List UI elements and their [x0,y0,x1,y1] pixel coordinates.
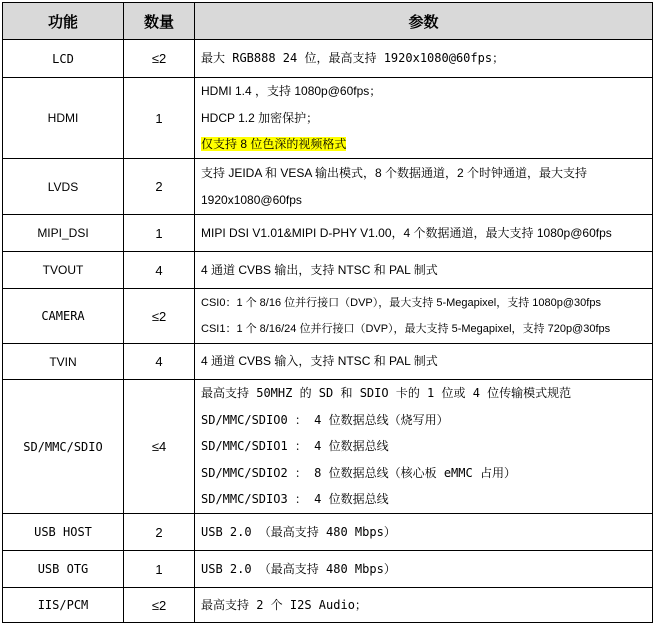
function-cell: TVIN [3,344,124,380]
function-cell: CAMERA [3,289,124,344]
table-row [3,551,653,588]
header-parameters: 参数 [195,3,653,40]
params-cell [195,215,653,252]
params-cell [195,159,653,215]
header-row [3,3,653,40]
params-cell [195,551,653,588]
params-cell [195,344,653,380]
quantity-cell: ≤2 [124,289,195,344]
table-row [3,380,653,514]
interface-spec-table [2,2,653,623]
param-line: 4 通道 CVBS 输出，支持 NTSC 和 PAL 制式 [201,262,438,277]
quantity-cell: ≤4 [124,380,195,514]
table-row [3,289,653,344]
params-cell [195,514,653,551]
param-line: 最大 RGB888 24 位，最高支持 1920x1080@60fps； [201,51,505,66]
param-line: 最高支持 50MHZ 的 SD 和 SDIO 卡的 1 位或 4 位传输模式规范 [201,386,572,401]
table-row [3,252,653,289]
param-line: CSI1：1 个 8/16/24 位并行接口（DVP），最大支持 5-Megapixel，支持 720p@30fps [201,323,611,335]
quantity-cell: 4 [124,344,195,380]
function-cell: LVDS [3,159,124,215]
function-cell: TVOUT [3,252,124,289]
function-cell: SD/MMC/SDIO [3,380,124,514]
params-cell [195,40,653,78]
param-line: MIPI DSI V1.01&MIPI D-PHY V1.00，4 个数据通道，最大支持 1080p@60fps [201,225,612,240]
quantity-cell: 2 [124,159,195,215]
param-line: 4 通道 CVBS 输入，支持 NTSC 和 PAL 制式 [201,354,438,369]
quantity-cell: 2 [124,514,195,551]
param-line: SD/MMC/SDIO3 ： 4 位数据总线 [201,492,389,507]
param-line: 1920x1080@60fps [201,192,302,207]
param-line: HDMI 1.4 ，支持 1080p@60fps； [201,84,382,99]
param-line: SD/MMC/SDIO1 ： 4 位数据总线 [201,439,389,454]
table-row [3,215,653,252]
params-cell [195,289,653,344]
quantity-cell: 1 [124,78,195,159]
function-cell: USB OTG [3,551,124,588]
function-cell: IIS/PCM [3,588,124,623]
header-function: 功能 [3,3,124,40]
param-line: 最高支持 2 个 I2S Audio； [201,597,367,612]
quantity-cell: 4 [124,252,195,289]
table-row [3,344,653,380]
param-line: SD/MMC/SDIO0 ： 4 位数据总线（烧写用） [201,412,449,427]
table-row [3,40,653,78]
highlighted-param-line: 仅支持 8 位色深的视频格式 [201,137,347,152]
quantity-cell: 1 [124,215,195,252]
params-cell [195,78,653,159]
function-cell: MIPI_DSI [3,215,124,252]
params-cell [195,380,653,514]
param-line: USB 2.0 （最高支持 480 Mbps） [201,561,396,576]
quantity-cell: ≤2 [124,40,195,78]
param-line: CSI0：1 个 8/16 位并行接口（DVP），最大支持 5-Megapixel，支持 1080p@30fps [201,296,601,309]
params-cell [195,252,653,289]
header-quantity: 数量 [124,3,195,40]
param-line: 支持 JEIDA 和 VESA 输出模式，8 个数据通道，2 个时钟通道，最大支持 [201,166,588,180]
param-line: USB 2.0 （最高支持 480 Mbps） [201,524,396,539]
quantity-cell: 1 [124,551,195,588]
function-cell: USB HOST [3,514,124,551]
params-cell [195,588,653,623]
quantity-cell: ≤2 [124,588,195,623]
param-line: HDCP 1.2 加密保护； [201,110,319,125]
table-row [3,78,653,159]
param-line: SD/MMC/SDIO2 ： 8 位数据总线（核心板 eMMC 占用） [201,465,516,480]
table-row [3,588,653,623]
table-row [3,514,653,551]
table-row [3,159,653,215]
function-cell: HDMI [3,78,124,159]
function-cell: LCD [3,40,124,78]
